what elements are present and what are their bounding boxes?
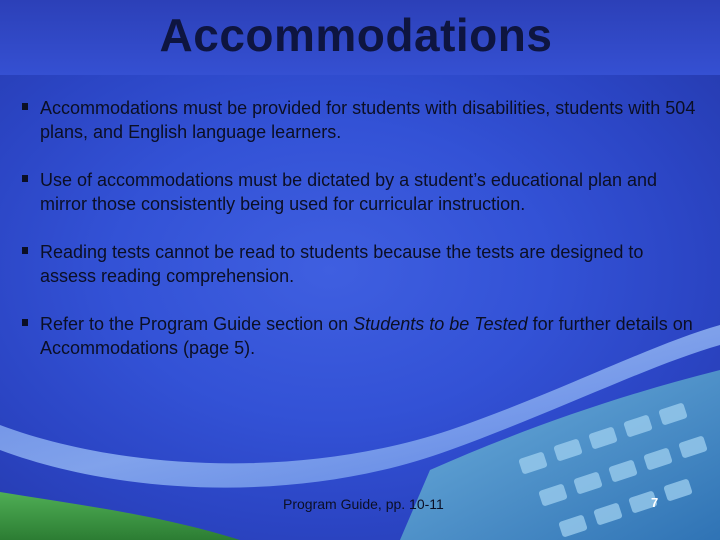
green-base <box>0 492 240 540</box>
bullet-text: Use of accommodations must be dictated by a student’s educational plan and mirror those consistently being used for curricular instruction. <box>40 170 658 214</box>
slide-title: Accommodations <box>159 9 553 61</box>
bullet-list <box>22 96 702 384</box>
footer-reference: Program Guide, pp. 10-11 <box>283 496 444 512</box>
bullet-square-icon <box>22 247 28 254</box>
bullet-text-post: for further details on Accommodations (page 5). <box>40 314 693 358</box>
bullet-item <box>22 168 702 216</box>
bullet-item <box>22 240 702 288</box>
bullet-square-icon <box>22 319 28 326</box>
bullet-item <box>22 96 702 144</box>
bullet-square-icon <box>22 103 28 110</box>
page-number: 7 <box>651 495 659 510</box>
bullet-square-icon <box>22 175 28 182</box>
bullet-text-pre: Refer to the Program Guide section on <box>40 314 354 334</box>
bullet-text-emphasis: Students to be Tested <box>353 314 528 334</box>
bullet-text: Reading tests cannot be read to students because the tests are designed to assess reading comprehension. <box>40 242 644 286</box>
bullet-text: Accommodations must be provided for students with disabilities, students with 504 plans, and English language learners. <box>40 98 696 142</box>
bullet-item <box>22 312 702 360</box>
